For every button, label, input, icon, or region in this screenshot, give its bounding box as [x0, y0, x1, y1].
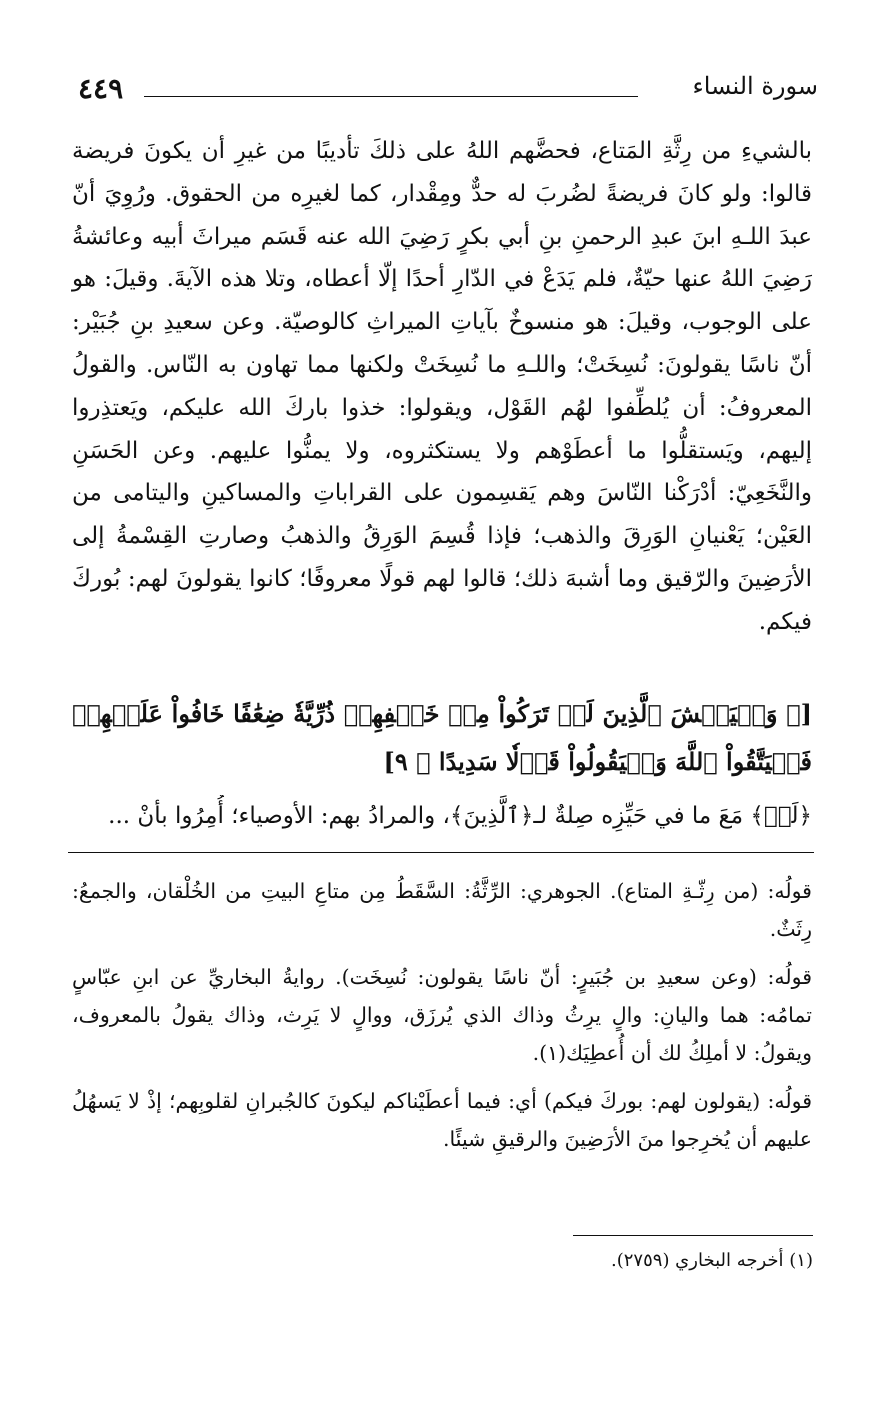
note-item: قولُه: (يقولون لهم: بوركَ فيكم) أي: فيما أعطَيْناكم ليكونَ كالجُبرانِ لقلوبِهم؛ إذْ لا يَسهُلُ عليهم أن يُخرِجوا منَ الأرَضِينَ والرقيقِ شيئًا. [72, 1089, 812, 1151]
header-rule [144, 96, 638, 97]
page-header [78, 72, 818, 112]
quran-verse: [﴿ وَلۡيَخۡشَ ٱلَّذِينَ لَوۡ تَرَكُواْ مِنۡ خَلۡفِهِمۡ ذُرِّيَّةٗ ضِعَٰفًا خَافُواْ عَلَيۡهِمۡ فَلۡيَتَّقُواْ ٱللَّهَ وَلۡيَقُولُواْ قَوۡلٗا سَدِيدًا ﴾ ٩] [72, 699, 812, 776]
commentary-paragraph: بالشيءِ من رِثَّةِ المَتاع، فحضَّهم اللهُ على ذلكَ تأديبًا من غيرِ أن يكونَ فريضة قالوا: ولو كانَ فريضةً لضُربَ له حدٌّ ومِقْدار، كما لغيرِه من الحقوق. ورُوِيَ أنّ عبدَ اللـهِ ابنَ عبدِ الرحمنِ بنِ أبي بكرٍ رَضِيَ الله عنه قَسَم ميراثَ أبيه وعائشةُ رَضِيَ اللهُ عنها حيّةٌ، فلم يَدَعْ في الدّارِ أحدًا إلّا أعطاه، وتلا هذه الآيةَ. وقيلَ: هو على الوجوب، وقيلَ: هو منسوخٌ بآياتِ الميراثِ كالوصيّة. وعن سعيدِ بنِ جُبَيْر: أنّ ناسًا يقولونَ: نُسِخَتْ؛ واللـهِ ما نُسِخَتْ ولكنها مما تهاون به النّاس. والقولُ المعروفُ: أن يُلطِّفوا لهُم القَوْل، ويقولوا: خذوا باركَ الله عليكم، ويَعتذِروا إليهم، ويَستقلُّوا ما أعطَوْهم ولا يستكثروه، ولا يمنُّوا عليهم. وعن الحَسَنِ والنَّخَعِيّ: أدْرَكْنا النّاسَ وهم يَقسِمون على القراباتِ والمساكينِ واليتامى من العَيْن؛ يَعْنيانِ الوَرِقَ والذهب؛ فإذا قُسِمَ الوَرِقُ والذهبُ وصارتِ القِسْمةُ إلى الأرَضِينَ والرّقيق وما أشبهَ ذلك؛ قالوا لهم قولًا معروفًا؛ كانوا يقولونَ لهم: بُوركَ فيكم. [72, 138, 812, 635]
main-divider [68, 852, 814, 853]
surah-name: سورة النساء [692, 72, 818, 100]
note-item: قولُه: (وعن سعيدِ بن جُبَيرٍ: أنّ ناسًا يقولون: نُسِخَت). روايةُ البخاريِّ عن ابنِ عبّاسٍ تمامُه: هما واليانِ: والٍ يرِثُ وذاك الذي يُرزَق، ووالٍ لا يَرِث، وذاك يقولُ بالمعروف، ويقولُ: لا أملِكُ لك أن أُعطِيَك(١). [72, 965, 812, 1065]
footnote-divider [573, 1235, 813, 1236]
note-item: قولُه: (من رِثّـةِ المتاع). الجوهري: الرِّثَّةُ: السَّقَطُ مِن متاعِ البيتِ من الخُلْقان، والجمعُ: رِثَثٌ. [72, 879, 812, 941]
footnote: (١) أخرجه البخاري (٢٧٥٩). [611, 1250, 813, 1271]
verse-commentary: ﴿لَوۡ﴾ مَعَ ما في حَيِّزِه صِلةٌ لـ﴿ٱلَّذِينَ﴾، والمرادُ بهم: الأوصياء؛ أُمِرُوا بأنْ ... [108, 803, 812, 829]
marginal-notes [72, 872, 812, 1168]
page-number: ٤٤٩ [78, 72, 124, 105]
